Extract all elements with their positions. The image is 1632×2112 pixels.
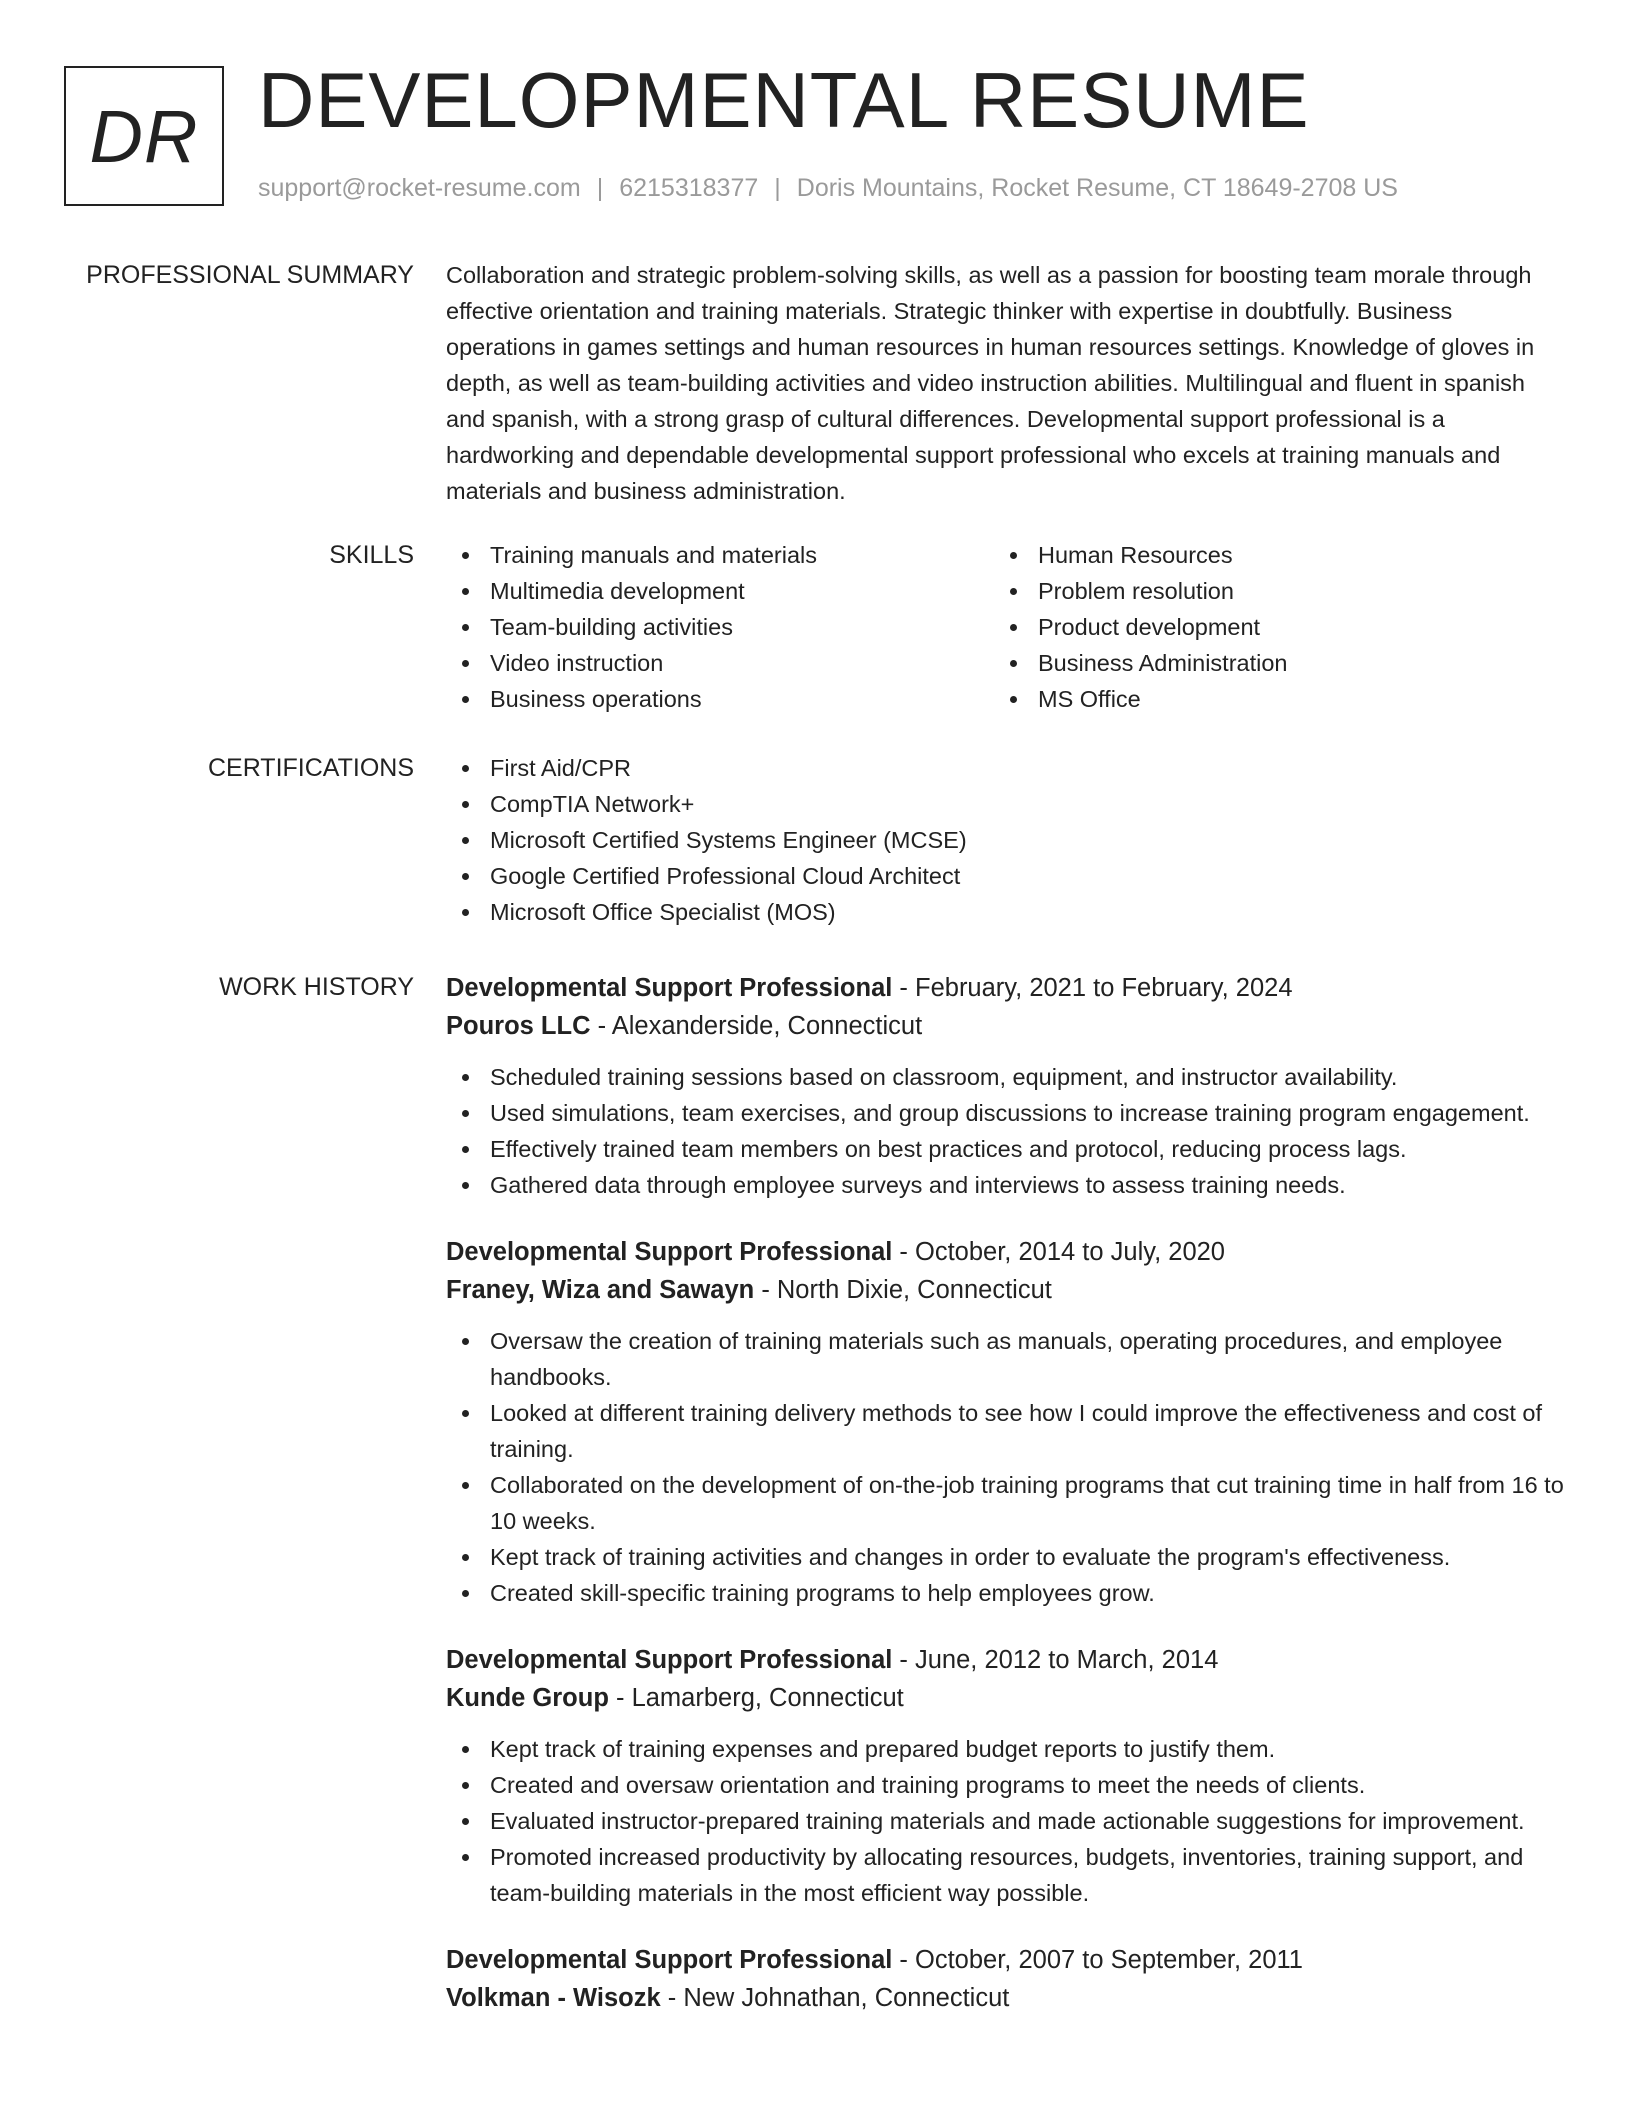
job-bullet: Effectively trained team members on best practices and protocol, reducing process lags. (446, 1131, 1566, 1167)
job-entry (446, 1641, 1566, 1911)
contact-phone: 6215318377 (619, 174, 759, 202)
skill-item: Human Resources (994, 537, 1542, 573)
job-title-line (446, 969, 1566, 1007)
contact-separator: | (774, 174, 781, 202)
summary-text: Collaboration and strategic problem-solving skills, as well as a passion for boosting team morale through effective orientation and training materials. Strategic thinker with expertise in doubtfully. Business operations in games settings and human resources in human resources settings. Knowledge of gloves in depth, as well as team-building activities and video instruction abilities. Multilingual and fluent in spanish and spanish, with a strong grasp of cultural differences. Developmental support professional is a hardworking and dependable developmental support professional who excels at training manuals and materials and business administration. (446, 262, 1535, 504)
skill-item: Product development (994, 609, 1542, 645)
job-company-line (446, 1979, 1566, 2017)
job-company-line (446, 1271, 1566, 1309)
job-company-line (446, 1007, 1566, 1045)
skill-item: Business Administration (994, 645, 1542, 681)
job-role: Developmental Support Professional (446, 1238, 893, 1266)
skill-item: Business operations (446, 681, 994, 717)
job-role: Developmental Support Professional (446, 1946, 893, 1974)
job-entry (446, 1941, 1566, 2017)
job-bullet: Created skill-specific training programs to help employees grow. (446, 1575, 1566, 1611)
job-bullet: Scheduled training sessions based on classroom, equipment, and instructor availability. (446, 1059, 1566, 1095)
job-role: Developmental Support Professional (446, 1646, 893, 1674)
job-bullet: Used simulations, team exercises, and group discussions to increase training program engagement. (446, 1095, 1566, 1131)
job-dates: - February, 2021 to February, 2024 (892, 974, 1293, 1002)
resume-title: DEVELOPMENTAL RESUME (258, 56, 1310, 144)
contact-email: support@rocket-resume.com (258, 174, 581, 202)
job-title-line (446, 1233, 1566, 1271)
certification-item: Microsoft Certified Systems Engineer (MCSE) (446, 822, 1566, 858)
skill-item: Training manuals and materials (446, 537, 994, 573)
job-title-line (446, 1641, 1566, 1679)
job-location: - Lamarberg, Connecticut (608, 1684, 904, 1712)
job-role: Developmental Support Professional (446, 974, 893, 1002)
job-title-line (446, 1941, 1566, 1979)
skills-list-right (994, 537, 1542, 717)
job-dates: - October, 2007 to September, 2011 (892, 1946, 1303, 1974)
job-bullets (446, 1059, 1566, 1203)
job-bullet: Looked at different training delivery methods to see how I could improve the effectiveness and cost of training. (446, 1395, 1566, 1467)
skills-heading: SKILLS (329, 541, 414, 569)
job-bullet: Evaluated instructor-prepared training materials and made actionable suggestions for improvement. (446, 1803, 1566, 1839)
job-company: Pouros LLC (446, 1012, 591, 1040)
job-bullet: Collaborated on the development of on-the-job training programs that cut training time in half from 16 to 10 weeks. (446, 1467, 1566, 1539)
job-bullets (446, 1323, 1566, 1611)
certifications-heading: CERTIFICATIONS (207, 754, 414, 782)
job-location: - Alexanderside, Connecticut (590, 1012, 923, 1040)
skill-item: Team-building activities (446, 609, 994, 645)
summary-heading: PROFESSIONAL SUMMARY (86, 261, 414, 289)
contact-separator: | (596, 174, 604, 202)
job-location: - North Dixie, Connecticut (754, 1276, 1052, 1304)
skill-item: Multimedia development (446, 573, 994, 609)
certification-item: Google Certified Professional Cloud Architect (446, 858, 1566, 894)
job-entry (446, 1233, 1566, 1611)
job-bullet: Created and oversaw orientation and training programs to meet the needs of clients. (446, 1767, 1566, 1803)
skill-item: MS Office (994, 681, 1542, 717)
job-entry (446, 969, 1566, 1203)
job-location: - New Johnathan, Connecticut (660, 1984, 1010, 2012)
job-bullets (446, 1731, 1566, 1911)
job-bullet: Oversaw the creation of training materials such as manuals, operating procedures, and employee handbooks. (446, 1323, 1566, 1395)
monogram-logo: DR (64, 66, 224, 206)
job-bullet: Gathered data through employee surveys and interviews to assess training needs. (446, 1167, 1566, 1203)
job-dates: - June, 2012 to March, 2014 (892, 1646, 1219, 1674)
certification-item: CompTIA Network+ (446, 786, 1566, 822)
certifications-list (446, 750, 1566, 930)
job-bullet: Kept track of training expenses and prepared budget reports to justify them. (446, 1731, 1566, 1767)
certification-item: First Aid/CPR (446, 750, 1566, 786)
contact-line (258, 174, 1398, 203)
job-company: Volkman - Wisozk (446, 1984, 661, 2012)
certification-item: Microsoft Office Specialist (MOS) (446, 894, 1566, 930)
skills-list-left (446, 537, 994, 717)
work-history-heading: WORK HISTORY (219, 973, 414, 1001)
contact-address: Doris Mountains, Rocket Resume, CT 18649-2708 US (796, 174, 1398, 202)
job-company: Franey, Wiza and Sawayn (446, 1276, 755, 1304)
job-bullet: Promoted increased productivity by allocating resources, budgets, inventories, training support, and team-building materials in the most efficient way possible. (446, 1839, 1566, 1911)
job-company-line (446, 1679, 1566, 1717)
skill-item: Problem resolution (994, 573, 1542, 609)
job-dates: - October, 2014 to July, 2020 (892, 1238, 1225, 1266)
job-company: Kunde Group (446, 1684, 609, 1712)
skill-item: Video instruction (446, 645, 994, 681)
job-bullet: Kept track of training activities and changes in order to evaluate the program's effectiveness. (446, 1539, 1566, 1575)
